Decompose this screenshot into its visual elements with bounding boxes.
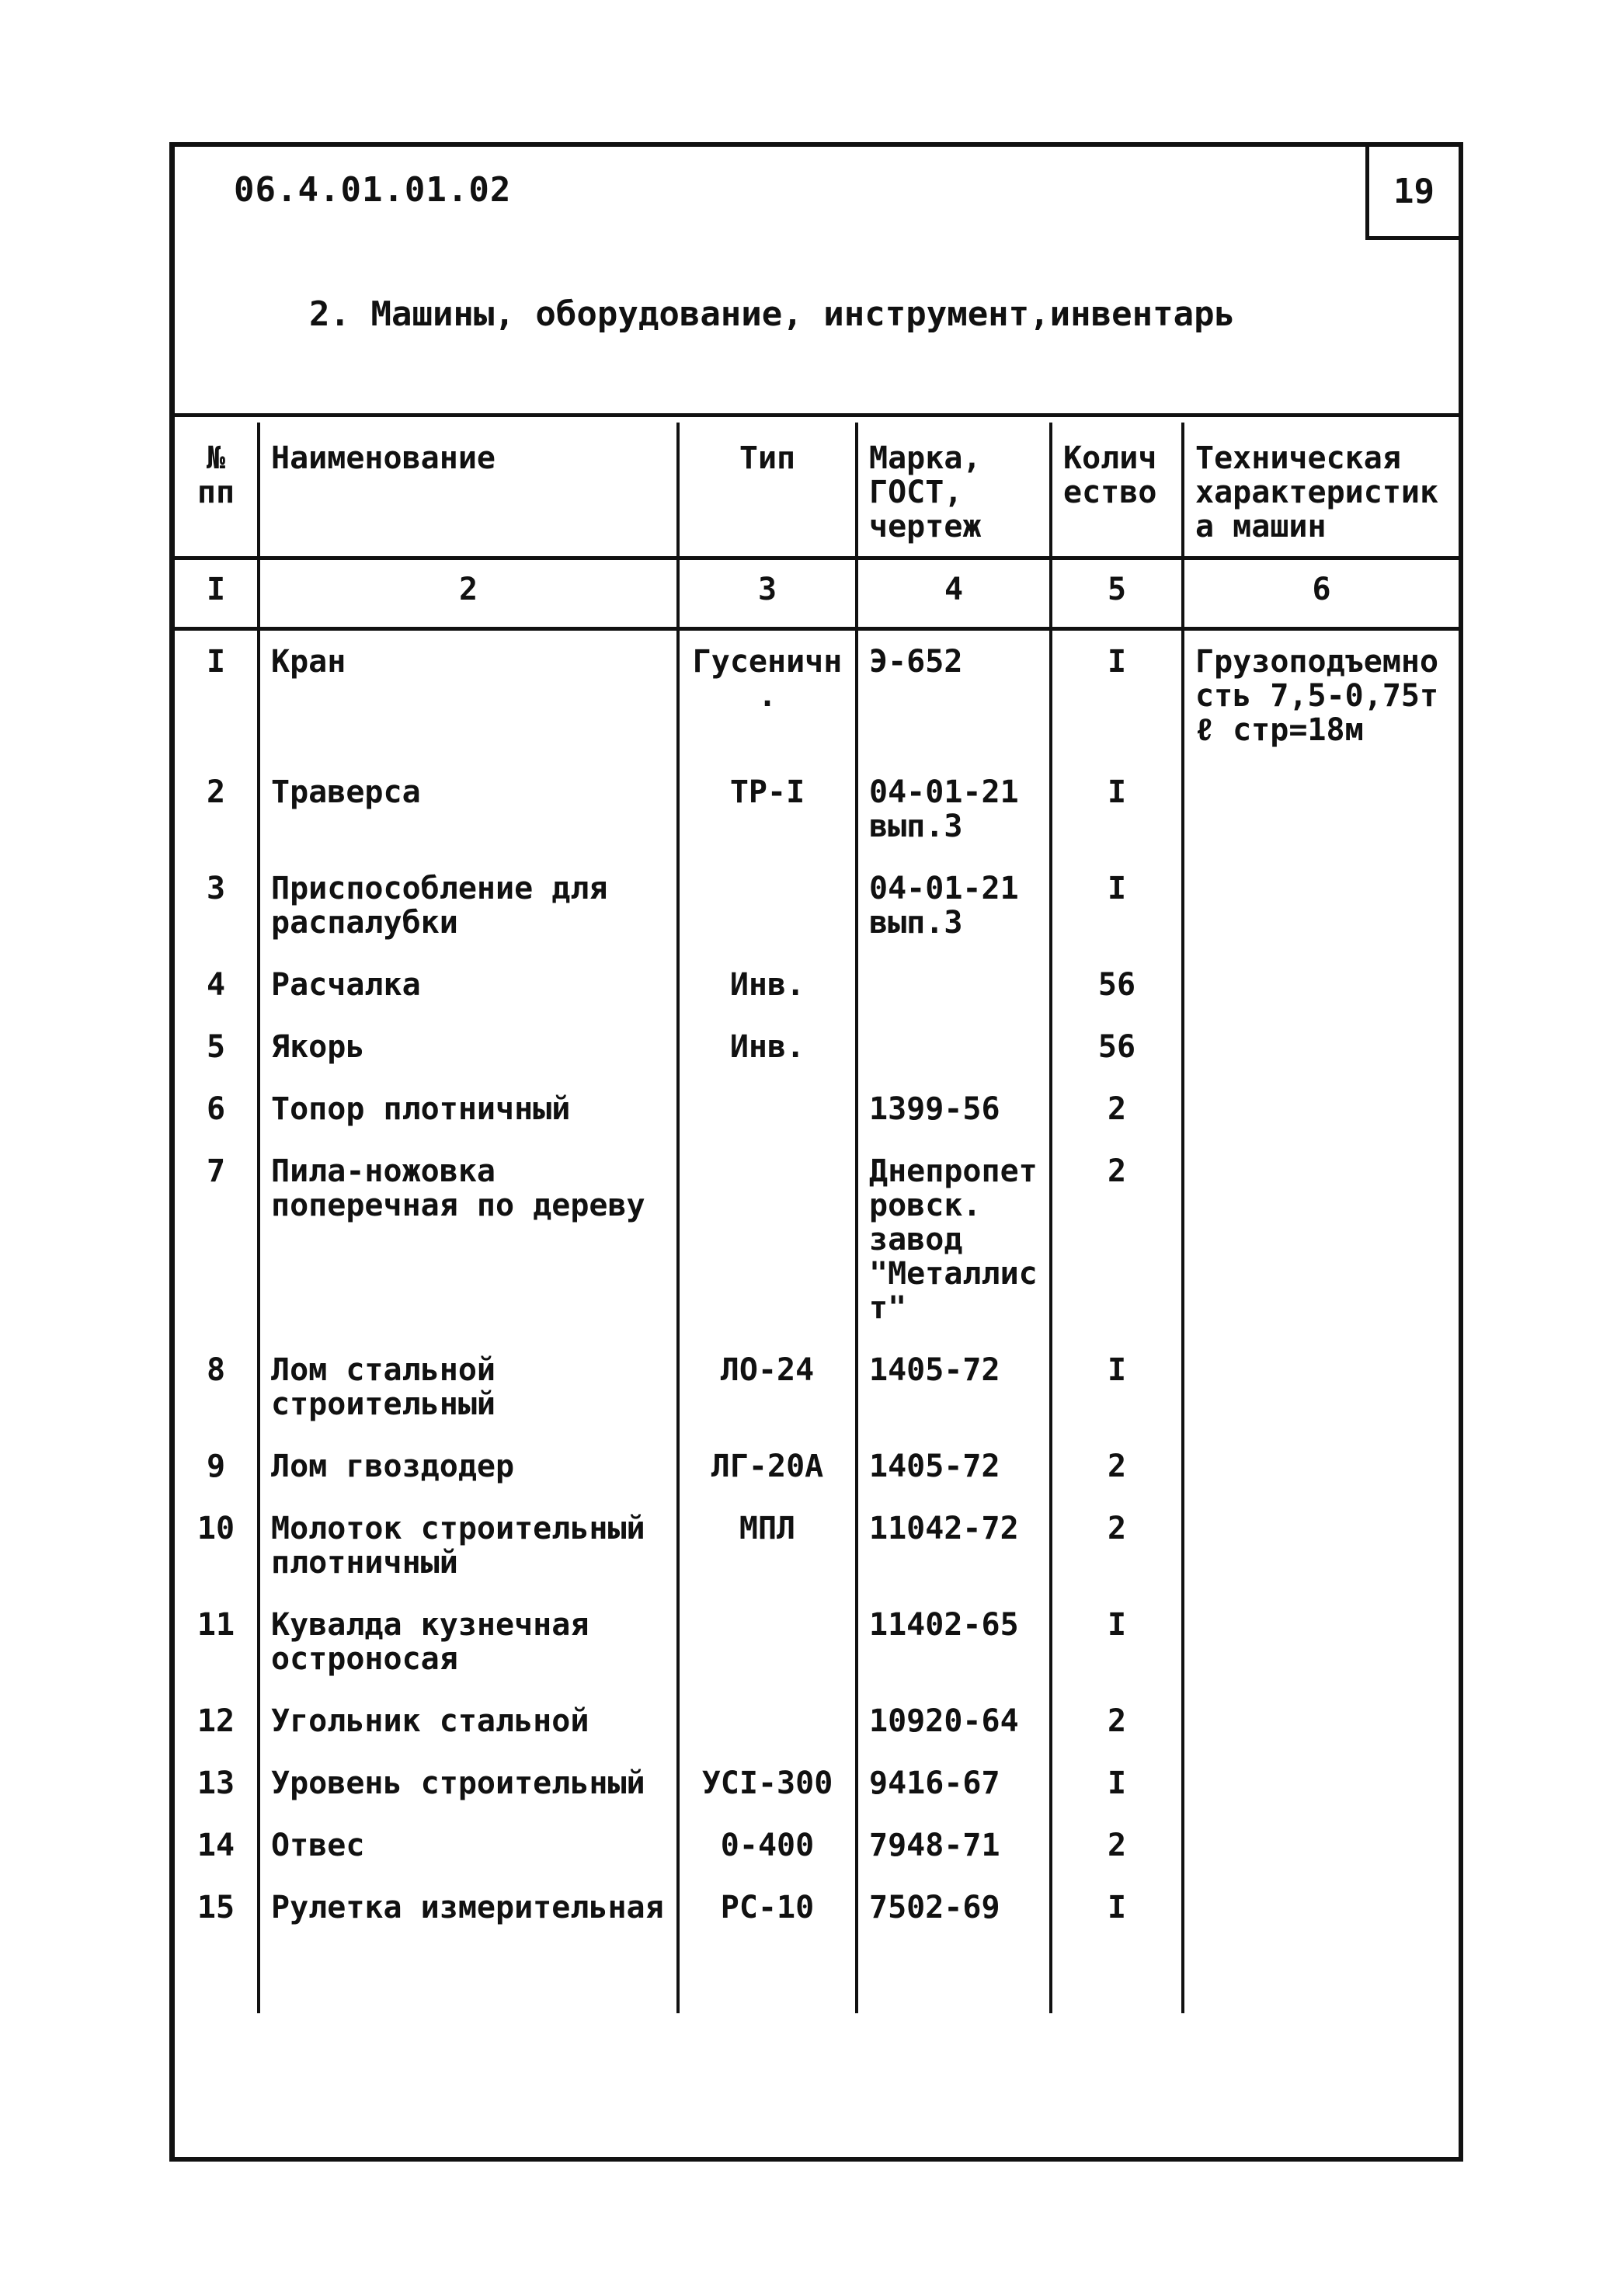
row-type: ЛО-24: [678, 1339, 857, 1435]
row-number: 6: [206, 1091, 226, 1127]
row-number: 3: [206, 871, 226, 906]
row-type: УСI-300: [678, 1752, 857, 1814]
row-brand: 04-01-21 вып.3: [857, 857, 1051, 954]
column-number: 4: [857, 558, 1051, 629]
row-qty: I: [1051, 857, 1183, 954]
row-number: 8: [206, 1352, 226, 1388]
row-qty: I: [1051, 1877, 1183, 1939]
row-type: [678, 1594, 857, 1690]
row-type: Инв.: [678, 1016, 857, 1078]
row-name: Траверса: [259, 761, 678, 857]
row-number: 2: [206, 774, 226, 810]
row-type: [678, 1690, 857, 1752]
row-name: Угольник стальной: [259, 1690, 678, 1752]
row-brand: Э-652: [857, 629, 1051, 762]
row-qty: I: [1051, 1594, 1183, 1690]
row-tech: [1183, 1814, 1459, 1877]
table-row-empty: [175, 1939, 1459, 2013]
column-number-row: [175, 558, 1459, 629]
section-title: 2. Машины, оборудование, инструмент,инвентарь: [309, 294, 1236, 334]
row-name: Уровень строительный: [259, 1752, 678, 1814]
row-number: 12: [196, 1703, 235, 1739]
empty-cell: [259, 1939, 678, 2013]
row-tech: [1183, 1690, 1459, 1752]
table-header-row: [175, 423, 1459, 558]
row-type: Гусеничн.: [678, 629, 857, 762]
row-brand: 7502-69: [857, 1877, 1051, 1939]
empty-cell: [678, 1939, 857, 2013]
row-tech: [1183, 1140, 1459, 1339]
row-tech: [1183, 1498, 1459, 1594]
row-name: Лом стальной строительный: [259, 1339, 678, 1435]
row-name: Расчалка: [259, 954, 678, 1016]
row-brand: 7948-71: [857, 1814, 1051, 1877]
document-frame: [169, 142, 1463, 2162]
empty-cell: [857, 1939, 1051, 2013]
row-type: ЛГ-20А: [678, 1435, 857, 1498]
row-brand: 1399-56: [857, 1078, 1051, 1140]
header-divider: [175, 413, 1459, 417]
header-name: Наименование: [259, 423, 678, 558]
table-row: [175, 1078, 1459, 1140]
row-type: РС-10: [678, 1877, 857, 1939]
row-name: Отвес: [259, 1814, 678, 1877]
column-number: I: [175, 558, 259, 629]
row-tech: [1183, 761, 1459, 857]
row-number: 10: [196, 1511, 235, 1546]
row-qty: 56: [1051, 954, 1183, 1016]
row-number: 14: [196, 1828, 235, 1863]
row-qty: 2: [1051, 1078, 1183, 1140]
row-tech: [1183, 1752, 1459, 1814]
empty-cell: [1051, 1939, 1183, 2013]
page-number-box: [1365, 147, 1459, 240]
row-name: Топор плотничный: [259, 1078, 678, 1140]
row-qty: 2: [1051, 1140, 1183, 1339]
row-name: Кувалда кузнечная остроносая: [259, 1594, 678, 1690]
row-tech: [1183, 1594, 1459, 1690]
header-num: № пп: [175, 423, 259, 558]
row-brand: 11402-65: [857, 1594, 1051, 1690]
row-brand: 10920-64: [857, 1690, 1051, 1752]
row-tech: [1183, 1877, 1459, 1939]
row-tech: [1183, 857, 1459, 954]
table-row: [175, 1435, 1459, 1498]
column-number: 5: [1051, 558, 1183, 629]
page-number: 19: [1393, 172, 1434, 211]
table-row: [175, 1339, 1459, 1435]
row-type: МПЛ: [678, 1498, 857, 1594]
row-brand: [857, 954, 1051, 1016]
row-number: 13: [196, 1765, 235, 1801]
table-row: [175, 629, 1459, 762]
row-name: Якорь: [259, 1016, 678, 1078]
row-qty: 2: [1051, 1498, 1183, 1594]
row-name: Лом гвоздодер: [259, 1435, 678, 1498]
row-name: Приспособление для распалубки: [259, 857, 678, 954]
row-tech: [1183, 1016, 1459, 1078]
row-tech: [1183, 1339, 1459, 1435]
row-qty: 56: [1051, 1016, 1183, 1078]
row-brand: Днепропетровск. завод "Металлист": [857, 1140, 1051, 1339]
row-number: 11: [196, 1607, 235, 1643]
row-type: ТР-I: [678, 761, 857, 857]
row-brand: 04-01-21 вып.3: [857, 761, 1051, 857]
table-row: [175, 1690, 1459, 1752]
table-row: [175, 1814, 1459, 1877]
empty-cell: [175, 1939, 259, 2013]
row-brand: 1405-72: [857, 1435, 1051, 1498]
row-brand: 11042-72: [857, 1498, 1051, 1594]
table-row: [175, 954, 1459, 1016]
column-number: 6: [1183, 558, 1459, 629]
row-name: Рулетка измерительная: [259, 1877, 678, 1939]
table-row: [175, 1594, 1459, 1690]
row-number: I: [206, 644, 226, 680]
header-brand: Марка, ГОСТ, чертеж: [857, 423, 1051, 558]
row-name: Кран: [259, 629, 678, 762]
table-row: [175, 857, 1459, 954]
table-body: [175, 629, 1459, 2014]
row-qty: 2: [1051, 1435, 1183, 1498]
row-type: [678, 857, 857, 954]
row-tech: [1183, 1078, 1459, 1140]
row-qty: I: [1051, 761, 1183, 857]
row-number: 7: [206, 1153, 226, 1189]
row-number: 4: [206, 967, 226, 1003]
header-qty: Количество: [1051, 423, 1183, 558]
table-row: [175, 1752, 1459, 1814]
row-qty: I: [1051, 1339, 1183, 1435]
document-code: 06.4.01.01.02: [234, 170, 512, 210]
row-tech: [1183, 1435, 1459, 1498]
table-row: [175, 1140, 1459, 1339]
row-type: Инв.: [678, 954, 857, 1016]
table-row: [175, 761, 1459, 857]
header-tech: Техническая характеристика машин: [1183, 423, 1459, 558]
row-brand: 9416-67: [857, 1752, 1051, 1814]
row-name: Пила-ножовка поперечная по дереву: [259, 1140, 678, 1339]
row-brand: [857, 1016, 1051, 1078]
row-qty: I: [1051, 1752, 1183, 1814]
row-tech: Грузоподъемность 7,5-0,75т ℓ стр=18м: [1183, 629, 1459, 762]
row-number: 5: [206, 1029, 226, 1065]
header-type: Тип: [678, 423, 857, 558]
column-number: 3: [678, 558, 857, 629]
empty-cell: [1183, 1939, 1459, 2013]
row-qty: 2: [1051, 1814, 1183, 1877]
table-row: [175, 1016, 1459, 1078]
table-row: [175, 1877, 1459, 1939]
row-number: 9: [206, 1449, 226, 1484]
row-number: 15: [196, 1890, 235, 1925]
table-row: [175, 1498, 1459, 1594]
row-qty: 2: [1051, 1690, 1183, 1752]
row-type: [678, 1140, 857, 1339]
row-type: 0-400: [678, 1814, 857, 1877]
row-type: [678, 1078, 857, 1140]
row-qty: I: [1051, 629, 1183, 762]
equipment-table: [175, 423, 1459, 2013]
row-brand: 1405-72: [857, 1339, 1051, 1435]
row-tech: [1183, 954, 1459, 1016]
column-number: 2: [259, 558, 678, 629]
row-name: Молоток строительный плотничный: [259, 1498, 678, 1594]
